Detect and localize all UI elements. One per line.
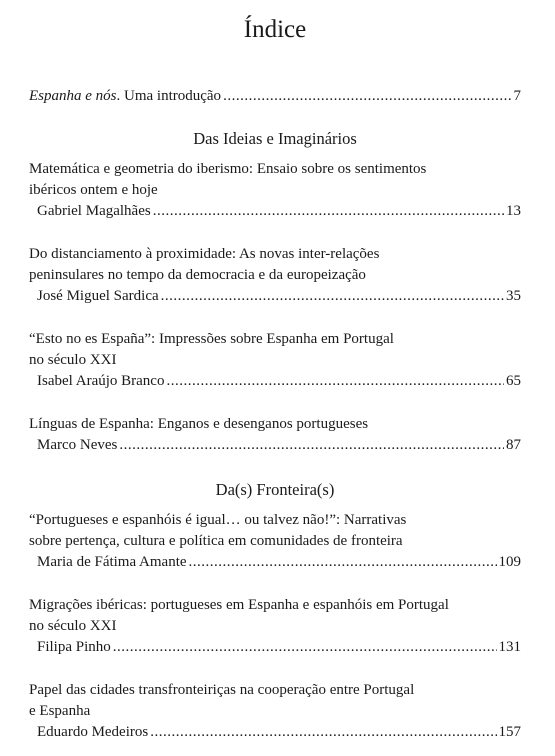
leader-dots <box>189 552 497 573</box>
toc-entry[interactable] <box>29 159 521 222</box>
leader-dots <box>113 637 497 658</box>
entry-title-line: Do distanciamento à proximidade: As novas inter-relações <box>29 246 380 262</box>
entry-author: Filipa Pinho <box>37 639 111 655</box>
entry-title-line: no século XXI <box>29 618 117 634</box>
entry-title-line: no século XXI <box>29 352 117 368</box>
page-number: 109 <box>498 554 521 570</box>
entry-author: José Miguel Sardica <box>37 288 159 304</box>
toc-entry[interactable] <box>29 595 521 658</box>
section-heading: Das Ideias e Imaginários <box>193 129 357 148</box>
toc-entry[interactable] <box>29 244 521 307</box>
toc-entry[interactable] <box>29 510 521 573</box>
toc-entry[interactable] <box>29 680 521 743</box>
page-number: 87 <box>506 437 521 453</box>
entry-author: Isabel Araújo Branco <box>37 373 165 389</box>
page-number: 131 <box>498 639 521 655</box>
toc-entry[interactable] <box>29 329 521 392</box>
entry-title-line: e Espanha <box>29 703 91 719</box>
section-heading: Da(s) Fronteira(s) <box>215 480 335 499</box>
leader-dots <box>166 371 504 392</box>
entry-title-line: “Portugueses e espanhóis é igual… ou talvez não!”: Narrativas <box>29 512 407 528</box>
entry-title-line: Línguas de Espanha: Enganos e desenganos portugueses <box>29 416 369 432</box>
leader-dots <box>223 86 511 107</box>
leader-dots <box>153 201 504 222</box>
page-number: 65 <box>506 373 521 389</box>
entry-title-line: Papel das cidades transfronteiriças na cooperação entre Portugal <box>29 682 415 698</box>
page-number: 7 <box>513 88 521 104</box>
leader-dots <box>150 722 496 743</box>
table-of-contents <box>29 0 521 756</box>
entry-title-line: Matemática e geometria do iberismo: Ensaio sobre os sentimentos <box>29 161 427 177</box>
entry-author: Gabriel Magalhães <box>37 203 151 219</box>
intro-title-rest: . Uma introdução <box>116 88 222 104</box>
page-number: 13 <box>506 203 521 219</box>
intro-title-italic: Espanha e nós <box>29 88 117 104</box>
page-title: Índice <box>243 16 307 43</box>
leader-dots <box>119 435 504 456</box>
entry-author: Marco Neves <box>37 437 118 453</box>
leader-dots <box>161 286 504 307</box>
entry-title-line: peninsulares no tempo da democracia e da europeização <box>29 267 366 283</box>
entry-author: Eduardo Medeiros <box>37 724 149 740</box>
entry-author: Maria de Fátima Amante <box>37 554 187 570</box>
entry-title-line: sobre pertença, cultura e política em comunidades de fronteira <box>29 533 403 549</box>
entry-title-line: ibéricos ontem e hoje <box>29 182 158 198</box>
entry-title-line: Migrações ibéricas: portugueses em Espanha e espanhóis em Portugal <box>29 597 449 613</box>
page-number: 35 <box>506 288 521 304</box>
toc-entry-introduction[interactable] <box>29 86 521 107</box>
toc-entry[interactable] <box>29 414 521 456</box>
entry-title-line: “Esto no es España”: Impressões sobre Espanha em Portugal <box>29 331 394 347</box>
page-number: 157 <box>498 724 521 740</box>
